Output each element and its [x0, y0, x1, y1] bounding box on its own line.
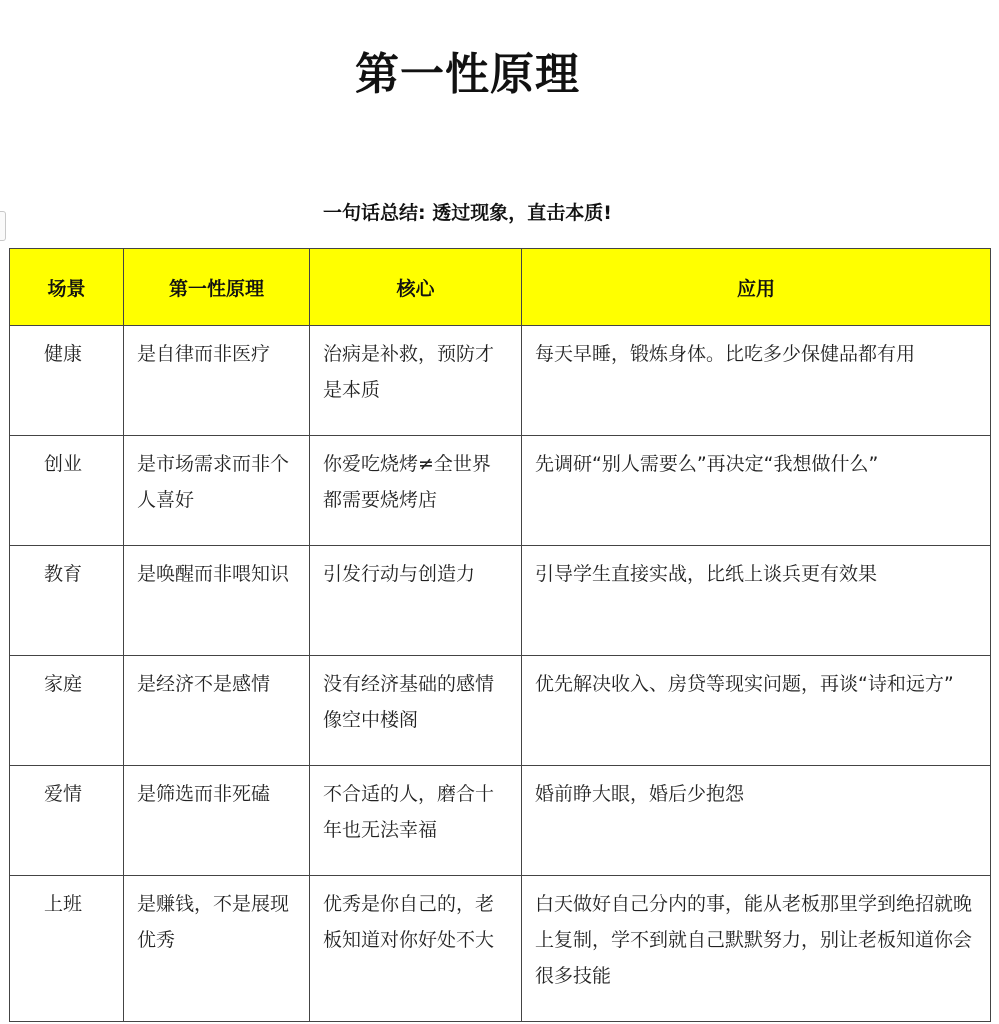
- table-row: [10, 766, 991, 876]
- cell-core: 引发行动与创造力: [310, 546, 522, 656]
- cell-core: 优秀是你自己的，老板知道对你好处不大: [310, 876, 522, 1022]
- table-row: [10, 656, 991, 766]
- cell-application: 白天做好自己分内的事，能从老板那里学到绝招就晚上复制，学不到就自己默默努力，别让老板知道你会很多技能: [522, 876, 991, 1022]
- header-core: 核心: [310, 249, 522, 326]
- cell-core: 不合适的人，磨合十年也无法幸福: [310, 766, 522, 876]
- cell-scene: 创业: [10, 436, 124, 546]
- cell-application: 婚前睁大眼，婚后少抱怨: [522, 766, 991, 876]
- principle-table: [9, 248, 991, 1022]
- header-scene: 场景: [10, 249, 124, 326]
- table-row: [10, 546, 991, 656]
- cell-core: 没有经济基础的感情像空中楼阁: [310, 656, 522, 766]
- cell-scene: 爱情: [10, 766, 124, 876]
- cell-scene: 教育: [10, 546, 124, 656]
- cell-scene: 健康: [10, 326, 124, 436]
- table-row: [10, 436, 991, 546]
- header-application: 应用: [522, 249, 991, 326]
- cell-principle: 是赚钱，不是展现优秀: [124, 876, 310, 1022]
- summary-line: 一句话总结: 透过现象，直击本质!: [323, 202, 612, 224]
- cell-core: 你爱吃烧烤≠全世界都需要烧烤店: [310, 436, 522, 546]
- cell-application: 先调研“别人需要么”再决定“我想做什么”: [522, 436, 991, 546]
- cell-application: 引导学生直接实战，比纸上谈兵更有效果: [522, 546, 991, 656]
- cell-application: 优先解决收入、房贷等现实问题，再谈“诗和远方”: [522, 656, 991, 766]
- cell-application: 每天早睡，锻炼身体。比吃多少保健品都有用: [522, 326, 991, 436]
- table-row: [10, 326, 991, 436]
- cell-principle: 是经济不是感情: [124, 656, 310, 766]
- cell-principle: 是筛选而非死磕: [124, 766, 310, 876]
- cell-scene: 上班: [10, 876, 124, 1022]
- header-principle: 第一性原理: [124, 249, 310, 326]
- page-title: 第一性原理: [355, 49, 580, 101]
- table-row: [10, 876, 991, 1022]
- cell-scene: 家庭: [10, 656, 124, 766]
- cell-principle: 是自律而非医疗: [124, 326, 310, 436]
- cell-principle: 是唤醒而非喂知识: [124, 546, 310, 656]
- cell-core: 治病是补救，预防才是本质: [310, 326, 522, 436]
- cell-principle: 是市场需求而非个人喜好: [124, 436, 310, 546]
- table-header-row: [10, 249, 991, 326]
